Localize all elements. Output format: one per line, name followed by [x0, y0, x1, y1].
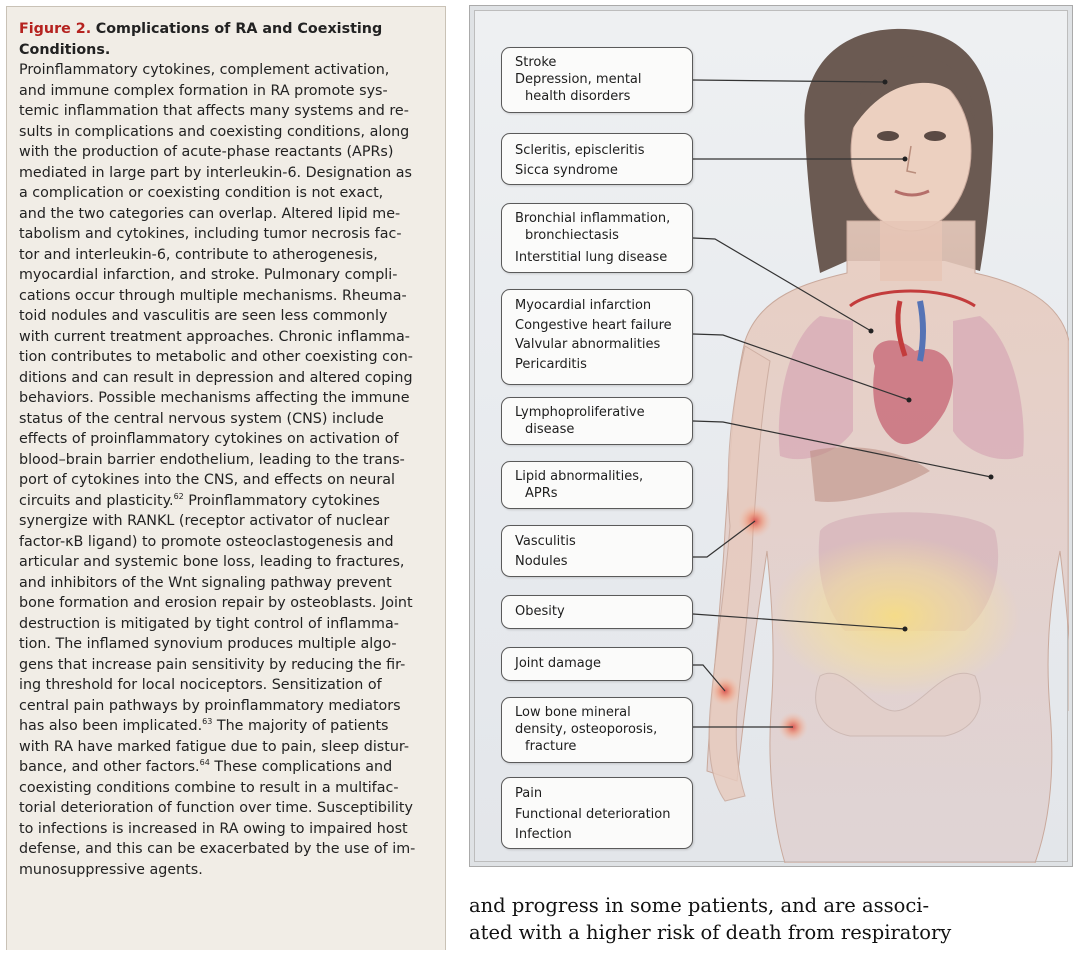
caption-line: torial deterioration of function over time. Susceptibility: [19, 800, 413, 816]
callout-line: Lymphoproliferative: [515, 405, 645, 420]
eye-left: [877, 131, 899, 141]
caption-line-tail: Proinflammatory cytokines: [183, 492, 380, 509]
body-line: and progress in some patients, and are associ-: [469, 894, 930, 917]
figure-illustration-panel: [469, 5, 1073, 867]
callout-scleritis: [501, 133, 693, 185]
callout-line: fracture: [525, 739, 577, 754]
callout-lipid: [501, 461, 693, 509]
caption-line: mediated in large part by interleukin-6. Designation as: [19, 164, 412, 181]
callout-line: Pericarditis: [515, 356, 587, 372]
caption-line: circuits and plasticity.: [19, 492, 174, 509]
callout-line: Depression, mental: [515, 72, 642, 87]
caption-line: behaviors. Possible mechanisms affecting the immune: [19, 390, 410, 406]
figure-label: Figure 2.: [19, 21, 92, 37]
article-body-text: [469, 892, 1069, 946]
caption-line: with current treatment approaches. Chronic inflamma-: [19, 328, 410, 345]
callout-obesity: [501, 595, 693, 629]
callout-lung: [501, 203, 693, 273]
caption-line: ditions and can result in depression and altered coping: [19, 369, 413, 386]
callout-line: density, osteoporosis,: [515, 722, 658, 737]
caption-line: sults in complications and coexisting conditions, along: [19, 123, 410, 140]
callout-line: Stroke: [515, 55, 557, 70]
callout-line: Infection: [515, 827, 572, 842]
caption-line: bone formation and erosion repair by osteoblasts. Joint: [19, 595, 413, 611]
callout-line: Functional deterioration: [515, 806, 671, 822]
figure-caption-panel: [6, 6, 446, 950]
callout-line: disease: [525, 422, 575, 437]
caption-line: to infections is increased in RA owing to impaired host: [19, 820, 408, 837]
callout-lymphoproliferative: [501, 397, 693, 445]
caption-line: central pain pathways by proinflammatory mediators: [19, 697, 401, 714]
callout-line: Myocardial infarction: [515, 298, 652, 313]
caption-line: tor and interleukin-6, contribute to atherogenesis,: [19, 246, 378, 263]
caption-line: with RA have marked fatigue due to pain, sleep distur-: [19, 738, 410, 755]
callout-stroke: [501, 47, 693, 113]
callout-line: Scleritis, episcleritis: [515, 143, 645, 158]
callout-line: Valvular abnormalities: [515, 337, 661, 352]
leader-dot: [903, 157, 908, 162]
leader-dot: [883, 80, 888, 85]
callout-line: Low bone mineral: [515, 705, 631, 720]
caption-line: articular and systemic bone loss, leading to fractures,: [19, 554, 405, 570]
caption-line: myocardial infarction, and stroke. Pulmonary compli-: [19, 267, 398, 283]
callout-line: Sicca syndrome: [515, 163, 618, 178]
callout-line: bronchiectasis: [525, 228, 619, 243]
callout-pain: [501, 777, 693, 849]
caption-line: with the production of acute-phase reactants (APRs): [19, 144, 394, 160]
callout-line: Joint damage: [515, 656, 601, 671]
callout-bone: [501, 697, 693, 763]
caption-line: blood–brain barrier endothelium, leading to the trans-: [19, 451, 405, 468]
caption-line-tail: These complications and: [209, 759, 393, 775]
callout-joint-damage: [501, 647, 693, 681]
caption-line: gens that increase pain sensitivity by reducing the fir-: [19, 656, 406, 673]
caption-line: temic inflammation that affects many systems and re-: [19, 103, 409, 119]
caption-text: [19, 19, 435, 880]
leader-dot: [869, 329, 874, 334]
caption-line: tabolism and cytokines, including tumor necrosis fac-: [19, 226, 402, 242]
caption-line: synergize with RANKL (receptor activator of nuclear: [19, 513, 390, 529]
caption-line: munosuppressive agents.: [19, 861, 203, 878]
caption-line-tail: The majority of patients: [212, 718, 389, 734]
caption-line: factor-κB ligand) to promote osteoclastogenesis and: [19, 533, 394, 550]
callout-line: Obesity: [515, 604, 565, 619]
caption-line: a complication or coexisting condition is not exact,: [19, 185, 384, 201]
caption-line: Proinflammatory cytokines, complement activation,: [19, 62, 390, 78]
callout-heart: [501, 289, 693, 385]
caption-line: coexisting conditions combine to result in a multifac-: [19, 779, 399, 796]
caption-line: has also been implicated.: [19, 718, 203, 734]
callout-line: Interstitial lung disease: [515, 250, 668, 265]
callout-line: APRs: [525, 486, 558, 501]
callout-line: Vasculitis: [515, 534, 576, 549]
leader-dot: [989, 475, 994, 480]
caption-line: and the two categories can overlap. Altered lipid me-: [19, 205, 401, 222]
caption-line: status of the central nervous system (CNS) include: [19, 410, 384, 427]
callout-line: Nodules: [515, 554, 568, 569]
vessel-blue: [920, 301, 923, 361]
caption-line: and inhibitors of the Wnt signaling pathway prevent: [19, 574, 392, 591]
callout-line: Bronchial inflammation,: [515, 211, 671, 226]
eye-right: [924, 131, 946, 141]
callout-line: Pain: [515, 786, 543, 801]
caption-line: tion contributes to metabolic and other coexisting con-: [19, 349, 413, 365]
callout-vasculitis: [501, 525, 693, 577]
obesity-glow: [770, 536, 1020, 696]
leader-dot: [907, 398, 912, 403]
body-line: ated with a higher risk of death from respiratory: [469, 921, 952, 944]
caption-line: tion. The inflamed synovium produces multiple algo-: [19, 636, 397, 652]
caption-line: defense, and this can be exacerbated by the use of im-: [19, 841, 416, 857]
neck: [880, 221, 942, 281]
caption-line: effects of proinflammatory cytokines on activation of: [19, 431, 399, 447]
caption-line: toid nodules and vasculitis are seen less commonly: [19, 308, 388, 324]
callout-line: Lipid abnormalities,: [515, 469, 644, 484]
caption-line: ing threshold for local nociceptors. Sensitization of: [19, 677, 382, 693]
reference-63: 63: [202, 717, 213, 727]
caption-line: and immune complex formation in RA promote sys-: [19, 82, 388, 99]
figure-title: Complications of RA and Coexisting Conditions.: [19, 21, 383, 58]
reference-62: 62: [173, 491, 184, 501]
caption-line: bance, and other factors.: [19, 759, 200, 775]
caption-line: cations occur through multiple mechanisms. Rheuma-: [19, 287, 407, 304]
caption-line: port of cytokines into the CNS, and effects on neural: [19, 472, 395, 488]
leader-dot: [903, 627, 908, 632]
callout-line: Congestive heart failure: [515, 317, 672, 333]
caption-line: destruction is mitigated by tight control of inflamma-: [19, 615, 399, 632]
reference-64: 64: [199, 758, 210, 768]
callout-line: health disorders: [525, 89, 631, 104]
figure-illustration-area: [474, 10, 1068, 862]
